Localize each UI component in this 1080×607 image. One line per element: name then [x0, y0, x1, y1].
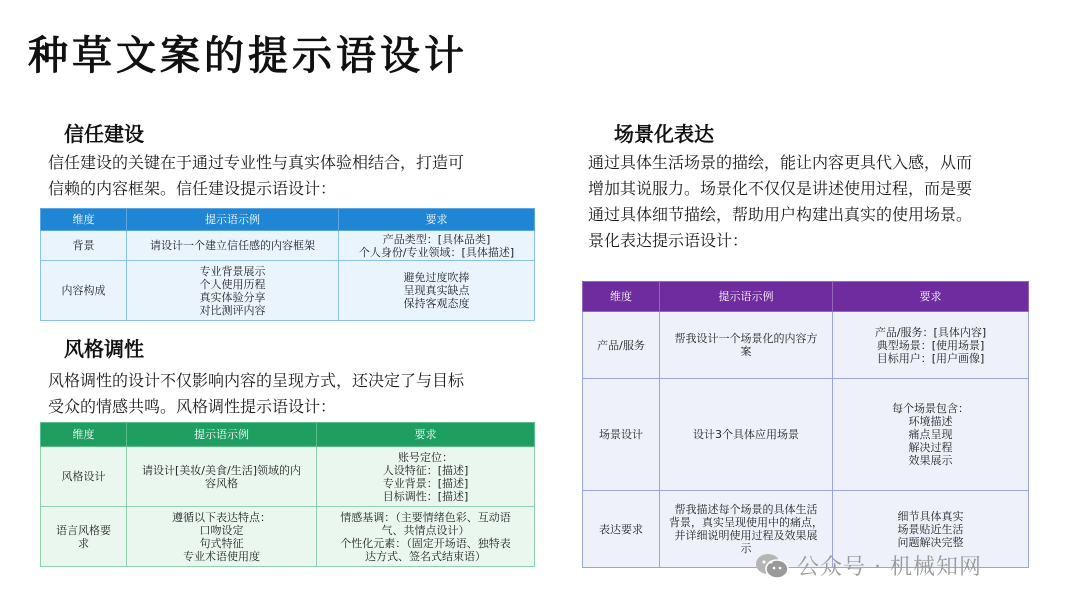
- table-cell: 产品/服务：[具体内容] 典型场景：[使用场景] 目标用户：[用户画像]: [833, 312, 1029, 379]
- column-header: 维度: [583, 282, 660, 312]
- style-para-line: 受众的情感共鸣。风格调性提示语设计：: [48, 397, 337, 416]
- table-cell: 请设计[美妆/美食/生活]领域的内 容风格: [127, 447, 317, 507]
- table-cell: 表达要求: [583, 491, 660, 568]
- watermark: [755, 550, 982, 581]
- table-cell: 产品类型：[具体品类] 个人身份/专业领域：[具体描述]: [339, 231, 535, 261]
- table-cell: 风格设计: [41, 447, 127, 507]
- table-row: [41, 231, 535, 261]
- table-cell: 内容构成: [41, 261, 127, 321]
- scene-paragraph: [588, 150, 1048, 254]
- table-row: [41, 261, 535, 321]
- table-cell: 专业背景展示 个人使用历程 真实体验分享 对比测评内容: [127, 261, 339, 321]
- table-cell: 每个场景包含： 环境描述 痛点呈现 解决过程 效果展示: [833, 379, 1029, 491]
- scene-para-line: 增加其说服力。场景化不仅仅是讲述使用过程，而是要: [588, 179, 973, 198]
- trust-para-line: 信任建设的关键在于通过专业性与真实体验相结合，打造可: [48, 153, 465, 172]
- page-title: 种草文案的提示语设计: [28, 33, 468, 79]
- table-cell: 请设计一个建立信任感的内容框架: [127, 231, 339, 261]
- table-cell: 细节具体真实 场景贴近生活 问题解决完整: [833, 491, 1029, 568]
- table-cell: 产品/服务: [583, 312, 660, 379]
- scene-para-line: 景化表达提示语设计：: [588, 231, 749, 250]
- style-table: [40, 422, 535, 567]
- table-row: [583, 312, 1029, 379]
- column-header: 提示语示例: [660, 282, 833, 312]
- top-accent-bar: [0, 0, 1080, 5]
- column-header: 要求: [339, 209, 535, 231]
- table-cell: 设计3个具体应用场景: [660, 379, 833, 491]
- table-cell: 语言风格要 求: [41, 507, 127, 567]
- column-header: 要求: [833, 282, 1029, 312]
- style-heading: 风格调性: [64, 337, 144, 361]
- table-cell: 帮我设计一个场景化的内容方 案: [660, 312, 833, 379]
- table-cell: 情感基调：（主要情绪色彩、互动语 气、共情点设计） 个性化元素：（固定开场语、独特表 达方式、签名式结束语）: [317, 507, 535, 567]
- table-header-row: [583, 282, 1029, 312]
- table-cell: 背景: [41, 231, 127, 261]
- column-header: 维度: [41, 423, 127, 447]
- table-cell: 账号定位： 人设特征：[描述] 专业背景：[描述] 目标调性：[描述]: [317, 447, 535, 507]
- trust-heading: 信任建设: [64, 122, 144, 146]
- trust-paragraph: [48, 150, 548, 202]
- table-cell: 帮我描述每个场景的具体生活 背景，真实呈现使用中的痛点， 并详细说明使用过程及效果展 示: [660, 491, 833, 568]
- style-para-line: 风格调性的设计不仅影响内容的呈现方式，还决定了与目标: [48, 371, 465, 390]
- column-header: 提示语示例: [127, 209, 339, 231]
- wechat-icon: [755, 552, 789, 580]
- style-paragraph: [48, 368, 548, 420]
- trust-table: [40, 208, 535, 321]
- column-header: 要求: [317, 423, 535, 447]
- column-header: 维度: [41, 209, 127, 231]
- table-row: [41, 507, 535, 567]
- table-cell: 遵循以下表达特点： 口吻设定 句式特征 专业术语使用度: [127, 507, 317, 567]
- scene-heading: 场景化表达: [614, 122, 714, 146]
- table-cell: 场景设计: [583, 379, 660, 491]
- column-header: 提示语示例: [127, 423, 317, 447]
- scene-para-line: 通过具体生活场景的描绘，能让内容更具代入感，从而: [588, 153, 973, 172]
- watermark-text: 公众号 · 机械知网: [797, 555, 982, 580]
- table-header-row: [41, 423, 535, 447]
- scene-para-line: 通过具体细节描绘，帮助用户构建出真实的使用场景。: [588, 205, 973, 224]
- scene-table: [582, 281, 1029, 568]
- table-header-row: [41, 209, 535, 231]
- table-row: [41, 447, 535, 507]
- table-row: [583, 379, 1029, 491]
- trust-para-line: 信赖的内容框架。信任建设提示语设计：: [48, 179, 337, 198]
- table-cell: 避免过度吹捧 呈现真实缺点 保持客观态度: [339, 261, 535, 321]
